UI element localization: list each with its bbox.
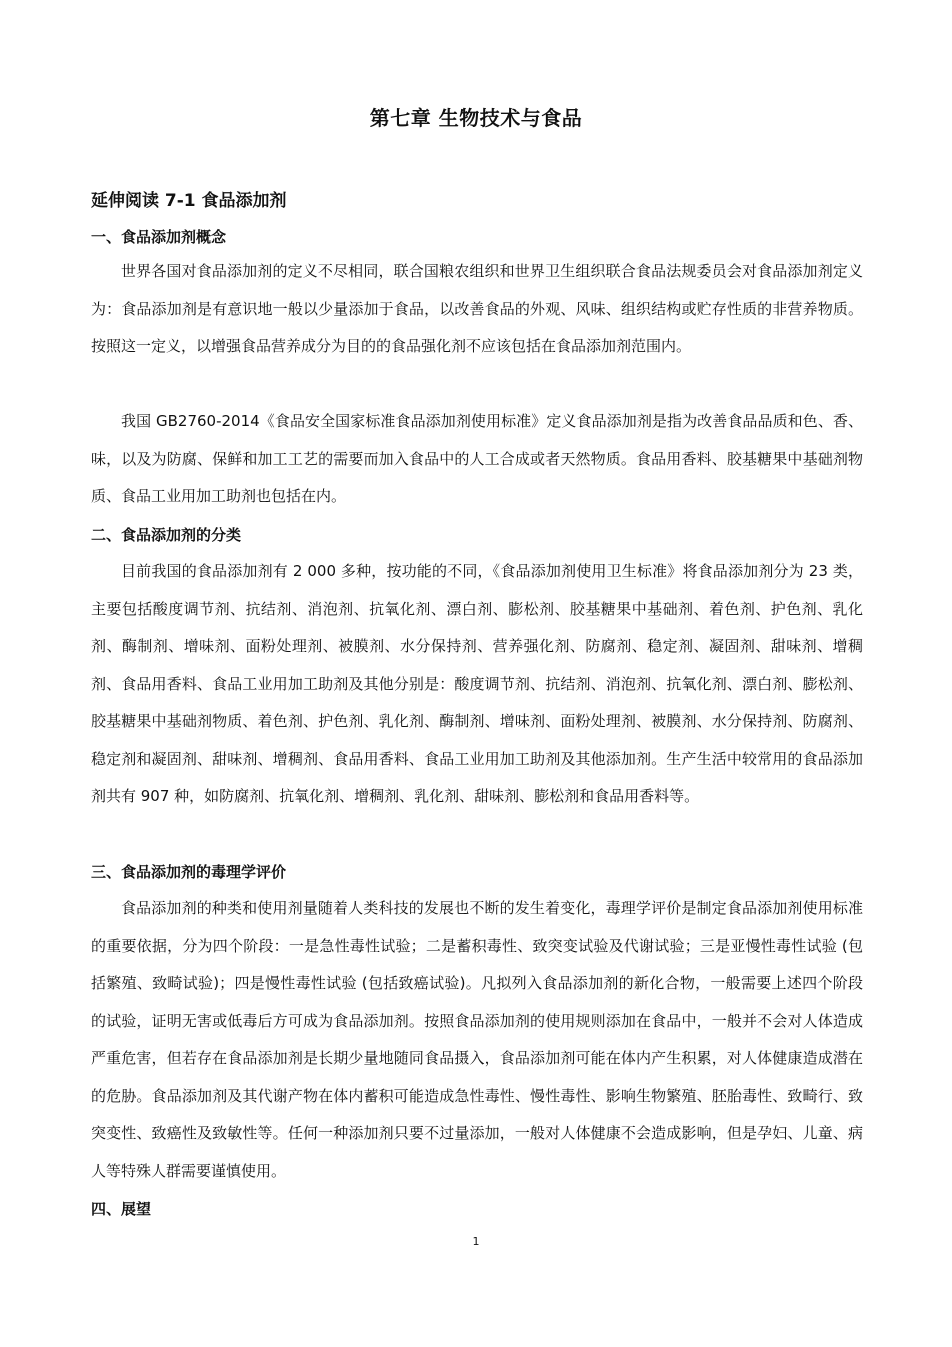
chapter-title: 第七章 生物技术与食品 bbox=[369, 106, 583, 130]
heading-outlook: 四、展望 bbox=[91, 1200, 152, 1218]
paragraph-concept-2: 我国 GB2760-2014《食品安全国家标准食品添加剂使用标准》定义食品添加剂是指为改善食品品质和色、香、味，以及为防腐、保鲜和加工工艺的需要而加入食品中的人工合成或者天然物质。食品用香料、胶基糖果中基础剂物质、食品工业用加工助剂也包括在内。 bbox=[91, 412, 863, 505]
heading-classification: 二、食品添加剂的分类 bbox=[91, 526, 242, 544]
paragraph-toxicology-1: 食品添加剂的种类和使用剂量随着人类科技的发展也不断的发生着变化，毒理学评价是制定食品添加剂使用标准的重要依据，分为四个阶段：一是急性毒性试验；二是蓄积毒性、致突变试验及代谢试验；三是亚慢性毒性试验 (包括繁殖、致畸试验)；四是慢性毒性试验 (包括致癌试验)。凡拟列入食品添加剂的新化合物，一般需要上述四个阶段的试验，证明无害或低毒后方可成为食品添加剂。按照食品添加剂的使用规则添加在食品中，一般并不会对人体造成严重危害，但若存在食品添加剂是长期少量地随同食品摄入，食品添加剂可能在体内产生积累，对人体健康造成潜在的危胁。食品添加剂及其代谢产物在体内蓄积可能造成急性毒性、慢性毒性、影响生物繁殖、胚胎毒性、致畸行、致突变性、致癌性及致敏性等。任何一种添加剂只要不过量添加，一般对人体健康不会造成影响，但是孕妇、儿童、病人等特殊人群需要谨慎使用。 bbox=[91, 899, 863, 1180]
section-title: 延伸阅读 7-1 食品添加剂 bbox=[91, 191, 287, 211]
page-number: 1 bbox=[472, 1235, 480, 1248]
heading-toxicology: 三、食品添加剂的毒理学评价 bbox=[91, 863, 287, 881]
heading-concept: 一、食品添加剂概念 bbox=[91, 228, 227, 246]
paragraph-concept-1: 世界各国对食品添加剂的定义不尽相同，联合国粮农组织和世界卫生组织联合食品法规委员会对食品添加剂定义为：食品添加剂是有意识地一般以少量添加于食品，以改善食品的外观、风味、组织结构或贮存性质的非营养物质。按照这一定义，以增强食品营养成分为目的的食品强化剂不应该包括在食品添加剂范围内。 bbox=[91, 262, 863, 355]
paragraph-classification-1: 目前我国的食品添加剂有 2 000 多种，按功能的不同，《食品添加剂使用卫生标准》将食品添加剂分为 23 类，主要包括酸度调节剂、抗结剂、消泡剂、抗氧化剂、漂白剂、膨松剂、胶基糖果中基础剂、着色剂、护色剂、乳化剂、酶制剂、增味剂、面粉处理剂、被膜剂、水分保持剂、营养强化剂、防腐剂、稳定剂、凝固剂、甜味剂、增稠剂、食品用香料、食品工业用加工助剂及其他分别是：酸度调节剂、抗结剂、消泡剂、抗氧化剂、漂白剂、膨松剂、胶基糖果中基础剂物质、着色剂、护色剂、乳化剂、酶制剂、增味剂、面粉处理剂、被膜剂、水分保持剂、防腐剂、稳定剂和凝固剂、甜味剂、增稠剂、食品用香料、食品工业用加工助剂及其他添加剂。生产生活中较常用的食品添加剂共有 907 种，如防腐剂、抗氧化剂、增稠剂、乳化剂、甜味剂、膨松剂和食品用香料等。 bbox=[91, 562, 863, 805]
